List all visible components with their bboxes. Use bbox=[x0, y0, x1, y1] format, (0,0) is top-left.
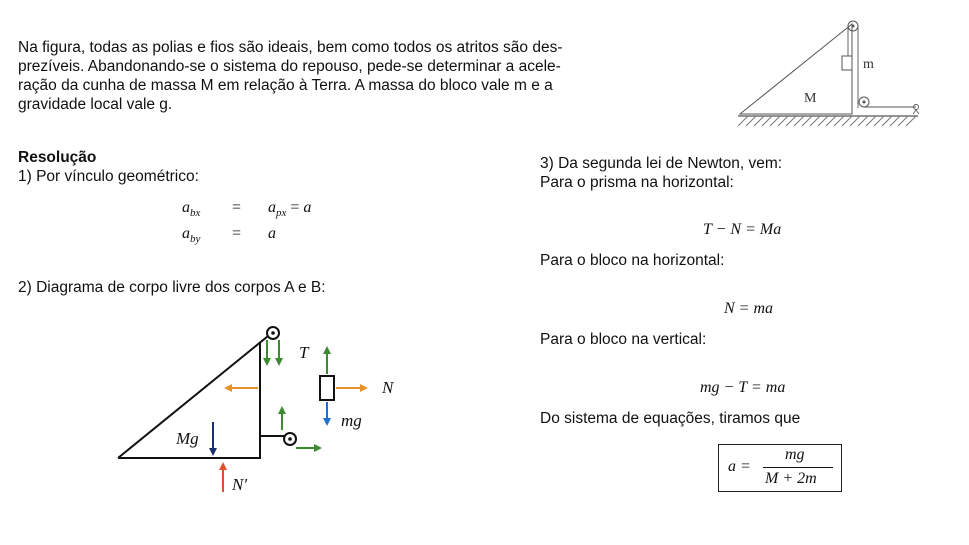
constraint-eq-2-rel: = bbox=[232, 225, 242, 242]
result-lhs: a = bbox=[728, 458, 751, 475]
system-label: Do sistema de equações, tiramos que bbox=[540, 410, 801, 427]
constraint-eq-1-rhs: $a_{px} = a$ bbox=[268, 199, 312, 220]
label-Mg: Mg bbox=[176, 429, 199, 448]
problem-line-4: gravidade local vale g. bbox=[18, 96, 173, 113]
block-vertical-label: Para o bloco na vertical: bbox=[540, 331, 707, 348]
constraint-eq-1 bbox=[182, 199, 200, 219]
problem-line-2: prezíveis. Abandonando-se o sistema do repouso, pede-se determinar a acele- bbox=[18, 58, 561, 75]
problem-statement bbox=[18, 38, 598, 114]
result-fraction-bar bbox=[763, 467, 833, 468]
prism-horizontal-label: Para o prisma na horizontal: bbox=[540, 174, 734, 191]
ground-hatching bbox=[738, 116, 916, 126]
step3-label: 3) Da segunda lei de Newton, vem: bbox=[540, 155, 783, 172]
block-m bbox=[842, 56, 852, 70]
label-m: m bbox=[863, 57, 874, 72]
problem-figure bbox=[732, 14, 928, 130]
constraint-eq-2-rhs: a bbox=[268, 225, 276, 242]
label-T: T bbox=[299, 343, 309, 362]
problem-line-3: ração da cunha de massa M em relação à Terra. A massa do bloco vale m e a bbox=[18, 77, 553, 94]
free-body-diagram bbox=[110, 318, 420, 498]
eq-prism-horizontal: T − N = Ma bbox=[703, 221, 782, 238]
resolution-heading: Resolução bbox=[18, 149, 97, 166]
constraint-eq-2: $a_{by}$ bbox=[182, 225, 201, 246]
label-mg: mg bbox=[341, 411, 362, 430]
wedge-shape bbox=[740, 24, 852, 114]
label-N: N bbox=[382, 378, 394, 397]
result-numerator: mg bbox=[785, 446, 805, 463]
label-M: M bbox=[804, 91, 817, 106]
step1-label: 1) Por vínculo geométrico: bbox=[18, 168, 199, 185]
result-denominator: M + 2m bbox=[765, 470, 817, 487]
eq1-lhs: $a_{bx}$ bbox=[182, 199, 201, 220]
eq-block-vertical: mg − T = ma bbox=[700, 379, 786, 396]
constraint-eq-1-rel: = bbox=[232, 199, 242, 216]
block-horizontal-label: Para o bloco na horizontal: bbox=[540, 252, 725, 269]
fbd-wedge bbox=[118, 436, 286, 458]
step2-label: 2) Diagrama de corpo livre dos corpos A e B: bbox=[18, 279, 326, 296]
problem-line-1: Na figura, todas as polias e fios são ideais, bem como todos os atritos são des- bbox=[18, 39, 563, 56]
label-N-prime: N′ bbox=[232, 475, 248, 494]
fbd-block bbox=[320, 376, 334, 400]
result-box bbox=[718, 444, 842, 492]
eq-block-horizontal: N = ma bbox=[724, 300, 774, 317]
